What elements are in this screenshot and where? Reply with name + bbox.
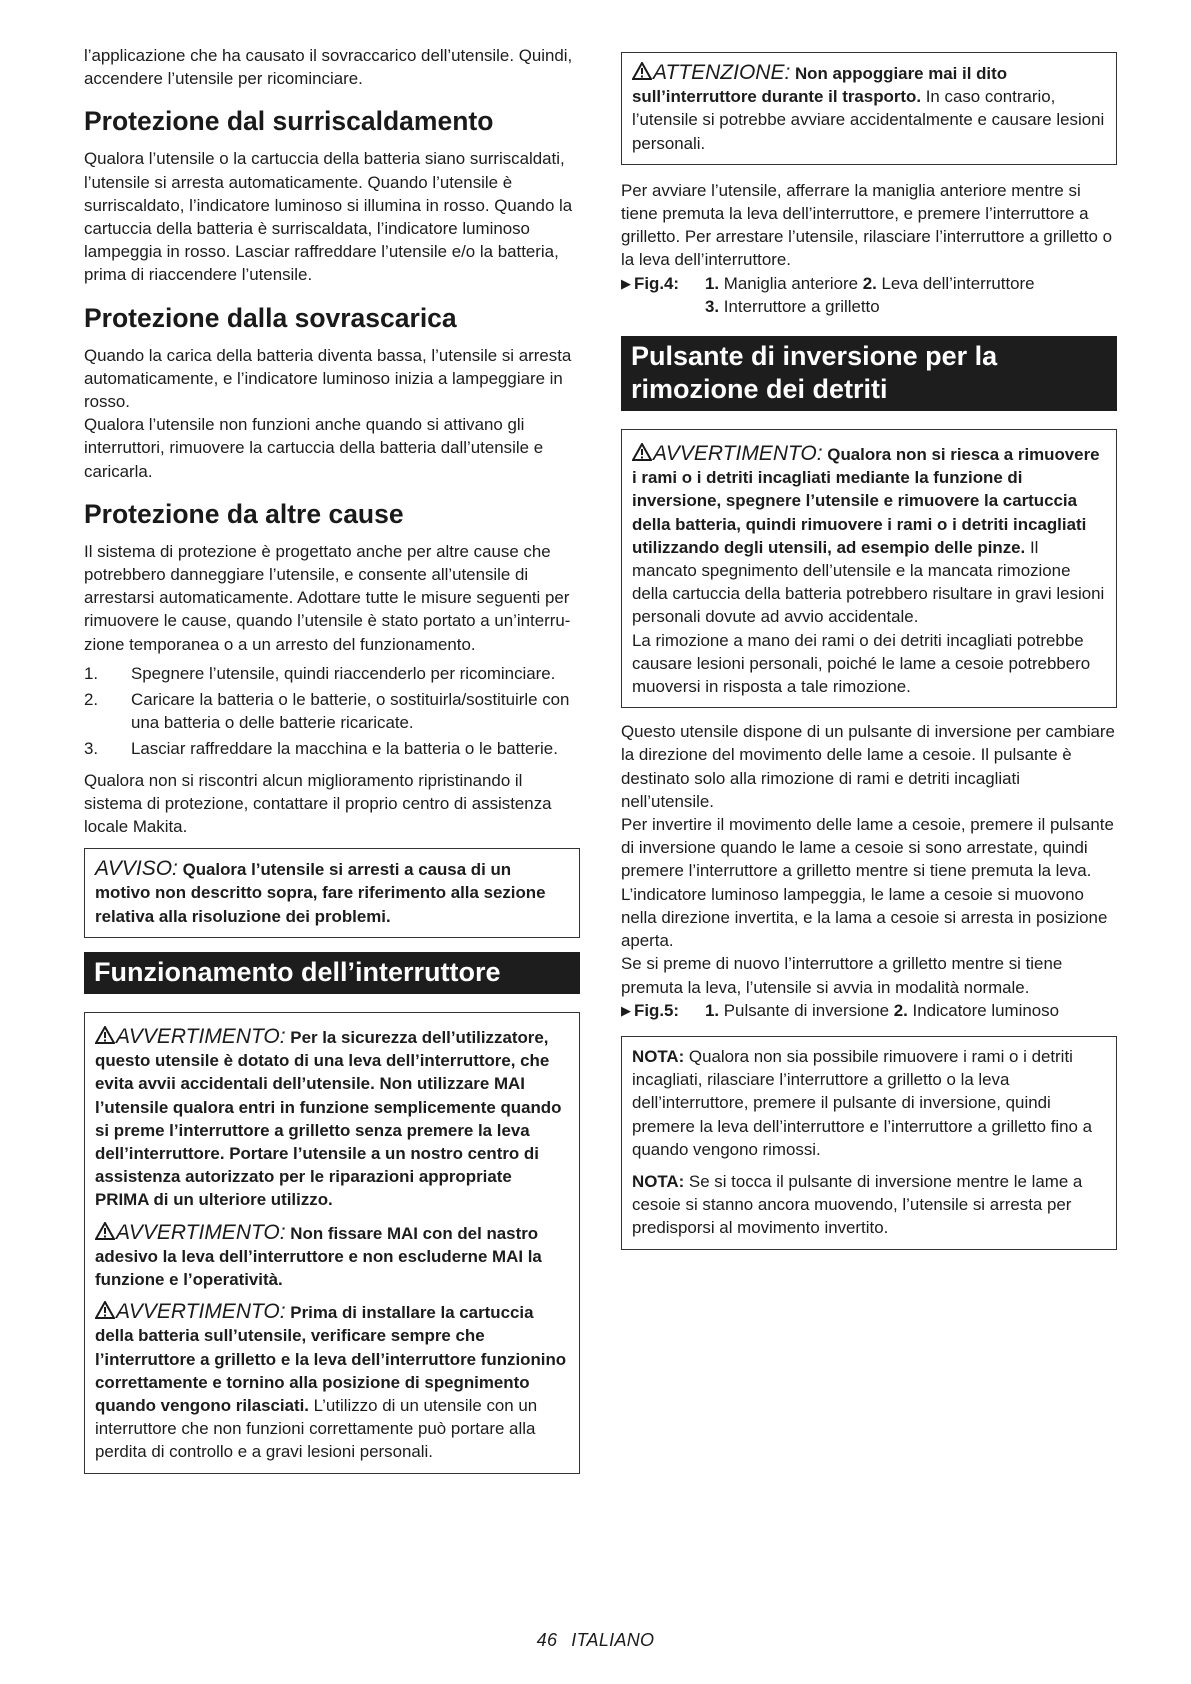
triangle-right-icon: ▶: [621, 275, 631, 291]
reverse-warning-bold: Qualora non si riesca a rimuovere i rami o i detriti incagliati mediante la funzione di inversione, spegnere l’utensile e rimuovere la cartuccia della batteria, quindi rimuovere i rami o i detriti incagliati utilizzando degli utensili, ad esempio delle pinze.: [632, 445, 1100, 557]
switch-warning-box: [84, 1012, 580, 1474]
note-label-1: NOTA:: [632, 1046, 685, 1066]
warning-text-3: Prima di installare la cartuccia della batteria sull’utensile, verificare sempre che l’interruttore a grilletto e la leva dell’interruttore funzionino correttamente e tornino alla posizione di spegnimento quando vengono rilasciati.: [95, 1303, 567, 1415]
overheat-heading: Protezione dal surriscaldamento: [84, 106, 494, 137]
notice-label: AVVISO:: [95, 857, 178, 881]
warning-icon: [95, 1026, 115, 1044]
notice-text: Qualora l’utensile si arresti a causa di un motivo non descritto sopra, fare riferimento alla sezione relativa alla risoluzione dei problemi.: [95, 860, 546, 926]
caution-text-bold: Non appoggiare mai il dito sull’interruttore durante il trasporto.: [632, 64, 1008, 107]
right-column: [621, 52, 1117, 1262]
reverse-warning-label: AVVERTIMENTO:: [653, 442, 823, 466]
list-item: 2. Caricare la batteria o le batterie, o sostituirla/sostituirle con una batteria o delle batterie ricaricate.: [84, 690, 570, 733]
fig4-caption: ▶ Fig.4: 1. Maniglia anteriore 2. Leva dell’interruttore 3. Interruttore a grilletto: [621, 273, 1035, 316]
list-item: 1. Spegnere l’utensile, quindi riaccenderlo per ricominciare.: [84, 663, 556, 683]
reverse-paragraph-2: Per invertire il movimento delle lame a cesoie, premere il pulsante di inversione quando le lame a cesoie si sono arrestate, quindi premere l’interruttore a grilletto mentre si tiene premuta la leva. L’indicatore luminoso lampeggia, le lame a cesoie si muovono nella direzione invertita, e la lama a cesoie si arresta in posizione aperta.: [621, 815, 1114, 951]
reverse-warning-text-2: La rimozione a mano dei rami o dei detriti incagliati potrebbe causare lesioni personali, poiché le lame a cesoie potrebbero muoversi in risposta a tale rimozione.: [632, 630, 1091, 697]
caution-box: [621, 52, 1117, 165]
warning-icon: [632, 62, 652, 80]
notes-box: [621, 1036, 1117, 1250]
left-column: [84, 44, 580, 1486]
page-number: 46: [536, 1630, 558, 1650]
reverse-warning-box: [621, 429, 1117, 708]
warning-label-2: AVVERTIMENTO:: [116, 1220, 286, 1244]
intro-paragraph: l’applicazione che ha causato il sovraccarico dell’utensile. Quindi, accendere l’utensile per ricominciare.: [84, 46, 573, 89]
fig4-label: Fig.4:: [634, 273, 680, 293]
other-causes-paragraph: Il sistema di protezione è progettato anche per altre cause che potrebbero danneggiare l’utensile, e consente all’utensile di arrestarsi automaticamente. Adottare tutte le misure seguenti per rimuovere le cause, quando l’utensile è stato portato a un’interruzione temporanea o a un arresto del funzionamento.: [84, 541, 571, 654]
warning-label-1: AVVERTIMENTO:: [116, 1024, 286, 1048]
note-text-2: Se si tocca il pulsante di inversione mentre le lame a cesoie si stanno ancora muovendo, l’utensile si arresta per predisporsi al movimento invertito.: [632, 1171, 1083, 1238]
switch-section-heading: Funzionamento dell’interruttore: [84, 952, 580, 994]
overdischarge-paragraph: Quando la carica della batteria diventa bassa, l’utensile si arresta automaticamente, e l’indicatore luminoso inizia a lampeggiare in rosso.: [84, 345, 572, 412]
warning-text-2: Non fissare MAI con del nastro adesivo la leva dell’interruttore e non escluderne MAI la funzione e l’operatività.: [95, 1223, 542, 1289]
fig5-label: Fig.5:: [634, 1000, 680, 1020]
warning-text-3-normal: L’utilizzo di un utensile con un interruttore che non funzioni correttamente può portare alla perdita di controllo e a gravi lesioni personali.: [95, 1395, 538, 1462]
overdischarge-paragraph-2: Qualora l’utensile non funzioni anche quando si attivano gli interruttori, rimuovere la cartuccia della batteria dall’utensile e caricarla.: [84, 415, 544, 481]
other-causes-after: Qualora non si riscontri alcun miglioramento ripristinando il sistema di protezione, contattare il proprio centro di assistenza locale Makita.: [84, 770, 552, 837]
steps-list: [84, 662, 580, 761]
triangle-right-icon: ▶: [621, 1002, 631, 1018]
note-label-2: NOTA:: [632, 1171, 685, 1191]
page-footer: [0, 1630, 1191, 1651]
warning-text-1: Per la sicurezza dell’utilizzatore, questo utensile è dotato di una leva dell’interruttore, che evita avvii accidentali dell’utensile. Non utilizzare MAI l’utensile qualora entri in funzione semplicemente quando si preme l’interruttore a grilletto senza premere la leva dell’interruttore. Portare l’utensile a un nostro centro di assistenza autorizzato per le riparazioni appropriate PRIMA di un ulteriore utilizzo.: [95, 1027, 562, 1210]
caution-text: In caso contrario, l’utensile si potrebbe avviare accidentalmente e causare lesioni personali.: [632, 87, 1105, 153]
footer-language: ITALIANO: [571, 1630, 655, 1650]
note-text-1: Qualora non sia possibile rimuovere i rami o i detriti incagliati, rilasciare l’interruttore a grilletto o la leva dell’interruttore, premere il pulsante di inversione, quindi premere la leva dell’interruttore e l’interruttore a grilletto fino a quando vengono rimossi.: [632, 1046, 1093, 1159]
reverse-paragraph-1: Questo utensile dispone di un pulsante di inversione per cambiare la direzione del movimento delle lame a cesoie. Il pulsante è destinato solo alla rimozione di rami e detriti incagliati nell’utensile.: [621, 722, 1115, 811]
warning-label-3: AVVERTIMENTO:: [116, 1300, 286, 1324]
overheat-paragraph: Qualora l’utensile o la cartuccia della batteria siano surriscaldati, l’utensile si arresta automaticamente. Quando l’utensile è surriscaldato, l’indicatore luminoso si illumina in rosso. Quando la cartuccia della batteria è surriscaldata, l’indicatore luminoso lampeggia in rosso. Lasciar raffreddare l’utensile e/o la batteria, prima di riaccendere l’utensile.: [84, 149, 573, 285]
fig5-caption: ▶ Fig.5: 1. Pulsante di inversione 2. Indicatore luminoso: [621, 1000, 1059, 1020]
notice-box: [84, 848, 580, 938]
warning-icon: [95, 1222, 115, 1240]
reverse-paragraph-3: Se si preme di nuovo l’interruttore a grilletto mentre si tiene premuta la leva, l’utensile si avvia in modalità normale.: [621, 954, 1063, 997]
warning-icon: [95, 1301, 115, 1319]
start-paragraph: Per avviare l’utensile, afferrare la maniglia anteriore mentre si tiene premuta la leva dell’interruttore, e premere l’interruttore a grilletto. Per arrestare l’utensile, rilasciare l’interruttore a grilletto o la leva dell’interruttore.: [621, 180, 1112, 270]
list-item: 3. Lasciar raffreddare la macchina e la batteria o le batterie.: [84, 739, 558, 759]
overdischarge-heading: Protezione dalla sovrascarica: [84, 302, 457, 333]
reverse-warning-text: Il mancato spegnimento dell’utensile e la mancata rimozione della cartuccia della batteria potrebbero risultare in gravi lesioni personali dovute ad avvio accidentale.: [632, 537, 1105, 627]
other-causes-heading: Protezione da altre cause: [84, 498, 404, 529]
reverse-section-heading: Pulsante di inversione per la rimozione dei detriti: [621, 336, 1117, 411]
warning-icon: [632, 443, 652, 461]
caution-label: ATTENZIONE:: [653, 61, 791, 84]
